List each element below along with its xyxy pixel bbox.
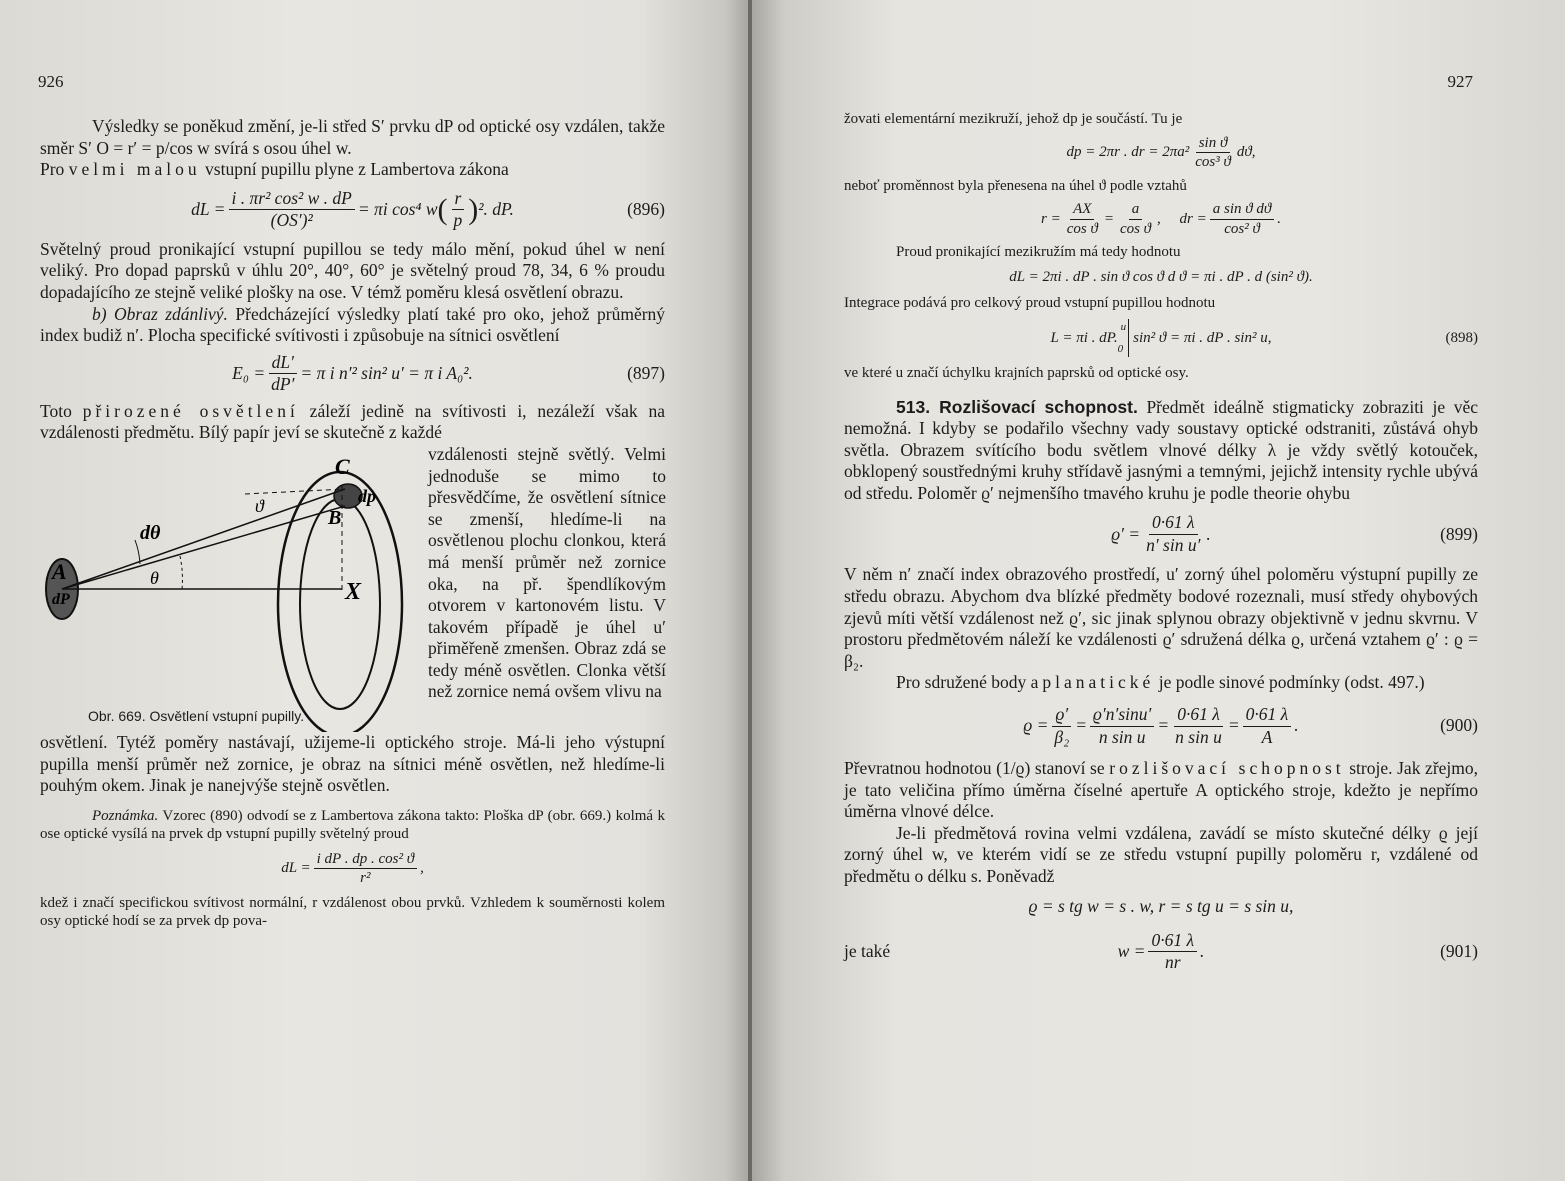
paragraph: Pro velmi malou vstupní pupillu plyne z Lambertova zákona (40, 159, 509, 180)
equation-number: (897) (627, 362, 665, 383)
paragraph: osvětlení. Tytéž poměry nastávají, užijeme-li optického stroje. Má-li jeho výstupní pupilla menší průměr než zornice, je obraz na sítnici méně osvětlen, než hledíme-li pouhým okem. Jinak je nanejvýše stejně osvětlen. (40, 731, 665, 796)
label-B: B (328, 506, 342, 529)
equation-901: je také w = $\frac{0\cdot 61 \lambda}{nr}$ . (901) (844, 929, 1478, 973)
optics-diagram (40, 444, 425, 732)
equation-number: (896) (627, 198, 665, 219)
label-dp: dp (358, 485, 376, 506)
equation-899: ϱ′ = $\frac{0\cdot 61 \lambda}{\text{n′ sin u′}}$ . (899) (1111, 512, 1478, 555)
equation-number: (898) (1445, 329, 1478, 346)
equation-900: ϱ = $\frac{ϱ'}{\text{β₂}}$ = $\frac{ϱ'n'\sin u'}{\text{n sin u}}$ = $\frac{0\cdot 61 \lambda}{\text{n sin u}}$ = $\frac{0\cdot 61 \lambda}{A}$ . (900) (1023, 703, 1478, 747)
equation-b: r = $\frac{AX}{\text{cos ϑ}}$ = $\frac{a}{\text{cos ϑ}}$ , dr = $\frac{\text{a sin ϑ dϑ}}{\text{cos² ϑ}}$ . (1040, 201, 1281, 237)
label-dtheta: dθ (140, 521, 161, 544)
equation-number: (901) (1440, 940, 1478, 961)
paragraph-side: vzdálenosti stejně světlý. Velmi jednoduše se mimo to přesvědčíme, že osvětlení sítnice se zmenší, hledíme-li na osvětlenou plochu clonkou, která má menší průměr než zornice oka, na př. špendlíkovým otvorem v kartonovém listu. V takovém případě je úhel u′ přiměřeně zmenšen. Obraz zdá se tedy méně osvětlen. Clonka větší než zornice nemá ovšem vlivu na (428, 443, 666, 702)
paragraph: Proud pronikající mezikružím má tedy hodnotu (896, 244, 1181, 260)
left-page (0, 0, 748, 1181)
label-X: X (345, 578, 362, 605)
paragraph: V něm n′ značí index obrazového prostředí, u′ zorný úhel poloměru výstupní pupilly ze středu obrazu. Abychom dva blízké předměty bodové rozeznali, musí středy ohybových zjevů míti větší vzdálenost než ϱ′, sic jinak splynou obrazy objektivně v jednu skvrnu. V prostoru předmětovém náleží ke vzdálenosti ϱ′ sdružená délka ϱ, určená vztahem ϱ′ : ϱ = β₂. (844, 564, 1478, 671)
equation-c: dL = 2πi . dP . sin ϑ cos ϑ d ϑ = πi . dP . d (sin² ϑ). (1009, 269, 1313, 286)
horizontal-dashed-line (245, 489, 345, 494)
note-title: Poznámka. (92, 807, 159, 824)
right-page-number: 927 (1447, 72, 1473, 91)
paragraph: 513. Rozlišovací schopnost. Předmět ideálně stigmaticky zobraziti je věc nemožná. I kdyby se podařilo všechny vady soustavy optické odstraniti, zůstává ohyb světla. Obrazem svítícího bodu světlem vlnové délky λ je vždy světlý kotouček, obklopený soustřednými kruhy střídavě jasnými a temnými, jejichž intensity rychle ubývá od středu. Poloměr ϱ′ nejmenšího tmavého kruhu je podle theorie ohybu (844, 396, 1479, 503)
equation-a: dp = 2πr . dr = 2πa² $\frac{\text{sin ϑ}}{\text{cos³ ϑ}}$ dϑ, (1066, 134, 1256, 170)
inner-ring-shape (300, 499, 380, 709)
theta-arc-shape (180, 556, 182, 589)
paragraph: žovati elementární mezikruží, jehož dp je součástí. Tu je (844, 111, 1183, 127)
paragraph: neboť proměnnost byla přenesena na úhel ϑ podle vztahů (844, 177, 1187, 194)
paragraph: ve které u značí úchylku krajních paprsků od optické osy. (844, 365, 1189, 381)
figure-caption: Obr. 669. Osvětlení vstupní pupilly. (88, 707, 305, 724)
paragraph: Výsledky se poněkud změní, je-li střed S′ prvku dP od optické osy vzdálen, takže směr S′ O = r′ = p/cos w svírá s osou úhel w. (40, 116, 665, 158)
label-dP: dP (52, 590, 70, 608)
equation-number: (900) (1440, 715, 1478, 736)
paragraph: Pro sdružené body aplanatické je podle sinové podmínky (odst. 497.) (896, 672, 1425, 693)
equation-896: dL = $\frac{\text{i . πr² cos² w . dP}}{\text{(OS′)²}}$ = πi cos⁴ w ( $\frac{r}{p}$ ) ². dP. (896) (191, 187, 665, 231)
left-text-block (40, 116, 665, 931)
paragraph: b) Obraz zdánlivý. Předcházející výsledky platí také pro oko, jehož průměrný index budiž n′. Plocha specifické svítivosti i způsobuje na sítnici osvětlení (40, 303, 666, 346)
label-C: C (335, 453, 350, 479)
equation-d: ϱ = s tg w = s . w, r = s tg u = s sin u, (1028, 895, 1294, 916)
left-page-number: 926 (38, 72, 64, 91)
right-page (752, 0, 1565, 1181)
paragraph: Světelný proud pronikající vstupní pupillou se tedy málo mění, pokud úhel w není veliký. Pro dopad paprsků v úhlu 20°, 40°, 60° je světelný proud 78, 34, 6 % proudu dopadajícího ze stejně veliké plošky na ose. V témž poměru klesá osvětlení obrazu. (40, 238, 665, 302)
note-text: Vzorec (890) odvodí se z Lambertova zákona takto: Ploška dP (obr. 669.) kolmá k ose optické vysílá na prvek dp vstupní pupilly světelný proud (40, 807, 665, 843)
equation-note: dL = $\frac{\text{i dP . dp . cos² ϑ}}{\text{r²}}$ , (281, 850, 424, 887)
paragraph: Je-li předmětová rovina velmi vzdálena, zavádí se místo skutečné délky ϱ její zorný úhel w, ve kterém vidí se ze středu vstupní pupilly poloměru r, vzdálené od předmětu o délku s. Poněvadž (844, 822, 1478, 886)
note-block (40, 807, 665, 931)
label-theta: θ (150, 567, 159, 588)
equation-number: (899) (1440, 523, 1478, 544)
paragraph: kdež i značí specifickou svítivost normální, r vzdálenost obou prvků. Vzhledem k souměrnosti kolem osy optické hodí se za prvek dp pova- (40, 894, 665, 930)
paragraph: Integrace podává pro celkový proud vstupní pupillou hodnotu (844, 294, 1216, 311)
paragraph: Toto přirozené osvětlení záleží jedině na svítivosti i, nezáleží však na vzdálenosti předmětu. Bílý papír jeví se skutečně z každé (40, 400, 666, 443)
figure-block (40, 444, 665, 732)
paragraph: Převratnou hodnotou (1/ϱ) stanoví se rozlišovací schopnost stroje. Jak zřejmo, je tato veličina přímo úměrna číselné apertuře A optického stroje, kdežto je nepřímo úměrna vlnové délce. (844, 758, 1479, 822)
section-title: 513. Rozlišovací schopnost. (896, 396, 1138, 417)
ray-lower-line (62, 506, 345, 589)
equation-897: E₀ = $\frac{dL'}{dP'}$ = π i n′² sin² u′ = π i A₀². (897) (232, 351, 665, 395)
label-A: A (52, 558, 67, 584)
label-theta2: ϑ (255, 495, 264, 516)
equation-898: L = πi . dP. u 0 sin² ϑ = πi . dP . sin² u, (898) (1050, 321, 1478, 355)
right-text-block (844, 110, 1478, 982)
